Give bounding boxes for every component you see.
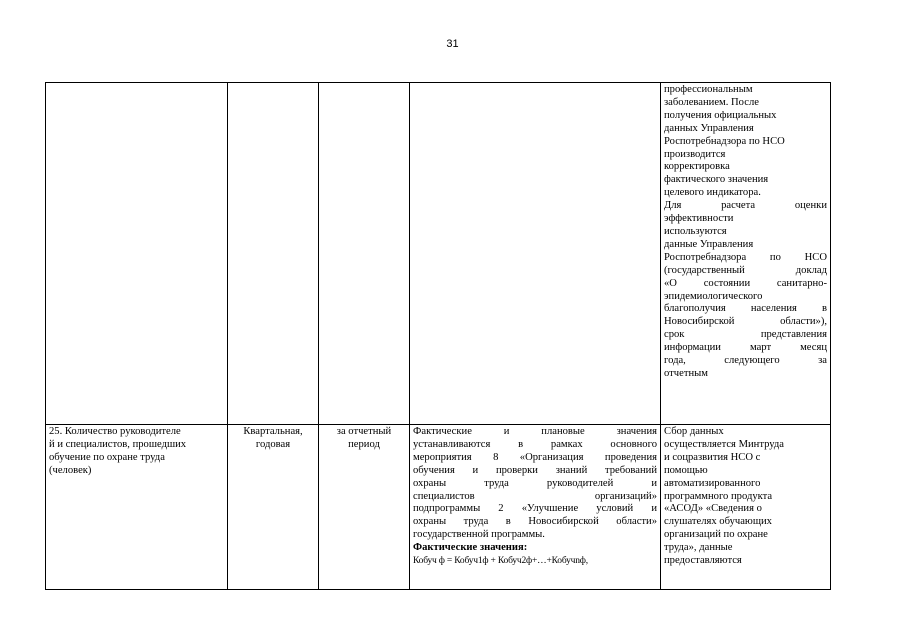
source-text-line: благополучия населения в xyxy=(664,303,827,315)
source-text-line: программного продукта xyxy=(664,490,773,502)
source-text-line: Роспотребнадзора по НСО xyxy=(664,135,785,147)
source-text-line: организаций по охране xyxy=(664,529,768,541)
source-text-line: фактического значения xyxy=(664,174,769,186)
method-text-line: специалистов организаций» xyxy=(413,490,657,502)
source-text-line: Сбор данных xyxy=(664,426,724,437)
actual-values-formula: Кобуч ф = Кобуч1ф + Кобуч2ф+…+Кобучnф, xyxy=(413,556,588,567)
cell-method-empty xyxy=(410,83,661,425)
method-text-line: охраны труда в Новосибирской области» xyxy=(413,516,657,528)
method-text xyxy=(413,426,657,542)
source-text-line: осуществляется Минтруда xyxy=(664,438,784,450)
source-text-line: и соцразвития НСО с xyxy=(664,451,761,463)
cell-frequency-empty xyxy=(228,83,319,425)
indicator-name-line: 25. Количество руководителе xyxy=(49,426,181,437)
source-text-line: корректировка xyxy=(664,161,730,173)
indicator-name-line: (человек) xyxy=(49,464,92,476)
source-text-line: помощью xyxy=(664,464,708,476)
source-text-line: «АСОД» «Сведения о xyxy=(664,503,762,515)
source-text-line: труда», данные xyxy=(664,542,733,554)
indicator-name-line: обучение по охране труда xyxy=(49,451,165,463)
source-text-line: Новосибирской области»), xyxy=(664,316,827,328)
method-text-line: государственной программы. xyxy=(413,529,545,541)
source-text-line: данные Управления xyxy=(664,238,754,250)
source-text-line: «О состоянии санитарно- xyxy=(664,277,827,289)
frequency-text: Квартальная, годовая xyxy=(243,426,303,450)
source-text-line: отчетным xyxy=(664,367,708,379)
source-text-line: получения официальных xyxy=(664,109,777,121)
source-text-line: слушателях обучающих xyxy=(664,516,772,528)
source-text-line: срок представления xyxy=(664,329,827,341)
source-text-line: года, следующего за xyxy=(664,355,827,367)
table-row-continued xyxy=(46,83,831,425)
cell-frequency xyxy=(228,425,319,590)
actual-values-heading: Фактические значения: xyxy=(413,542,528,554)
source-text-line: эффективности xyxy=(664,213,734,225)
source-text-line: эпидемиологического xyxy=(664,290,763,302)
source-text xyxy=(664,426,827,568)
method-text-line: устанавливаются в рамках основного xyxy=(413,438,657,450)
cell-method xyxy=(410,425,661,590)
source-text-line: профессиональным xyxy=(664,84,753,95)
source-text-line: заболеванием. После xyxy=(664,96,759,108)
source-text-line: используются xyxy=(664,225,727,237)
method-text-line: подпрограммы 2 «Улучшение условий и xyxy=(413,503,657,515)
source-text-line: автоматизированного xyxy=(664,477,761,489)
cell-indicator-empty xyxy=(46,83,228,425)
source-text-line: (государственный доклад xyxy=(664,264,827,276)
source-text-line: Для расчета оценки xyxy=(664,200,827,212)
source-text-line: данных Управления xyxy=(664,122,754,134)
source-text-continued xyxy=(664,84,827,381)
indicator-table xyxy=(45,82,831,590)
source-text-line: целевого индикатора. xyxy=(664,187,761,199)
cell-indicator-name xyxy=(46,425,228,590)
source-text-line: информации март месяц xyxy=(664,342,827,354)
cell-source-continued xyxy=(661,83,831,425)
table-row-25 xyxy=(46,425,831,590)
source-text-line: Роспотребнадзора по НСО xyxy=(664,251,827,263)
period-text: за отчетный период xyxy=(336,426,392,450)
method-text-line: обучения и проверки знаний требований xyxy=(413,464,657,476)
cell-source xyxy=(661,425,831,590)
page-number: 31 xyxy=(446,38,459,50)
method-text-line: Фактические и плановые значения xyxy=(413,426,657,437)
cell-period-empty xyxy=(319,83,410,425)
indicator-name-line: й и специалистов, прошедших xyxy=(49,438,187,450)
indicator-name-text xyxy=(49,426,224,478)
method-text-line: охраны труда руководителей и xyxy=(413,477,657,489)
method-text-line: мероприятия 8 «Организация проведения xyxy=(413,451,657,463)
source-text-line: производится xyxy=(664,148,726,160)
cell-period xyxy=(319,425,410,590)
source-text-line: предоставляются xyxy=(664,555,742,567)
